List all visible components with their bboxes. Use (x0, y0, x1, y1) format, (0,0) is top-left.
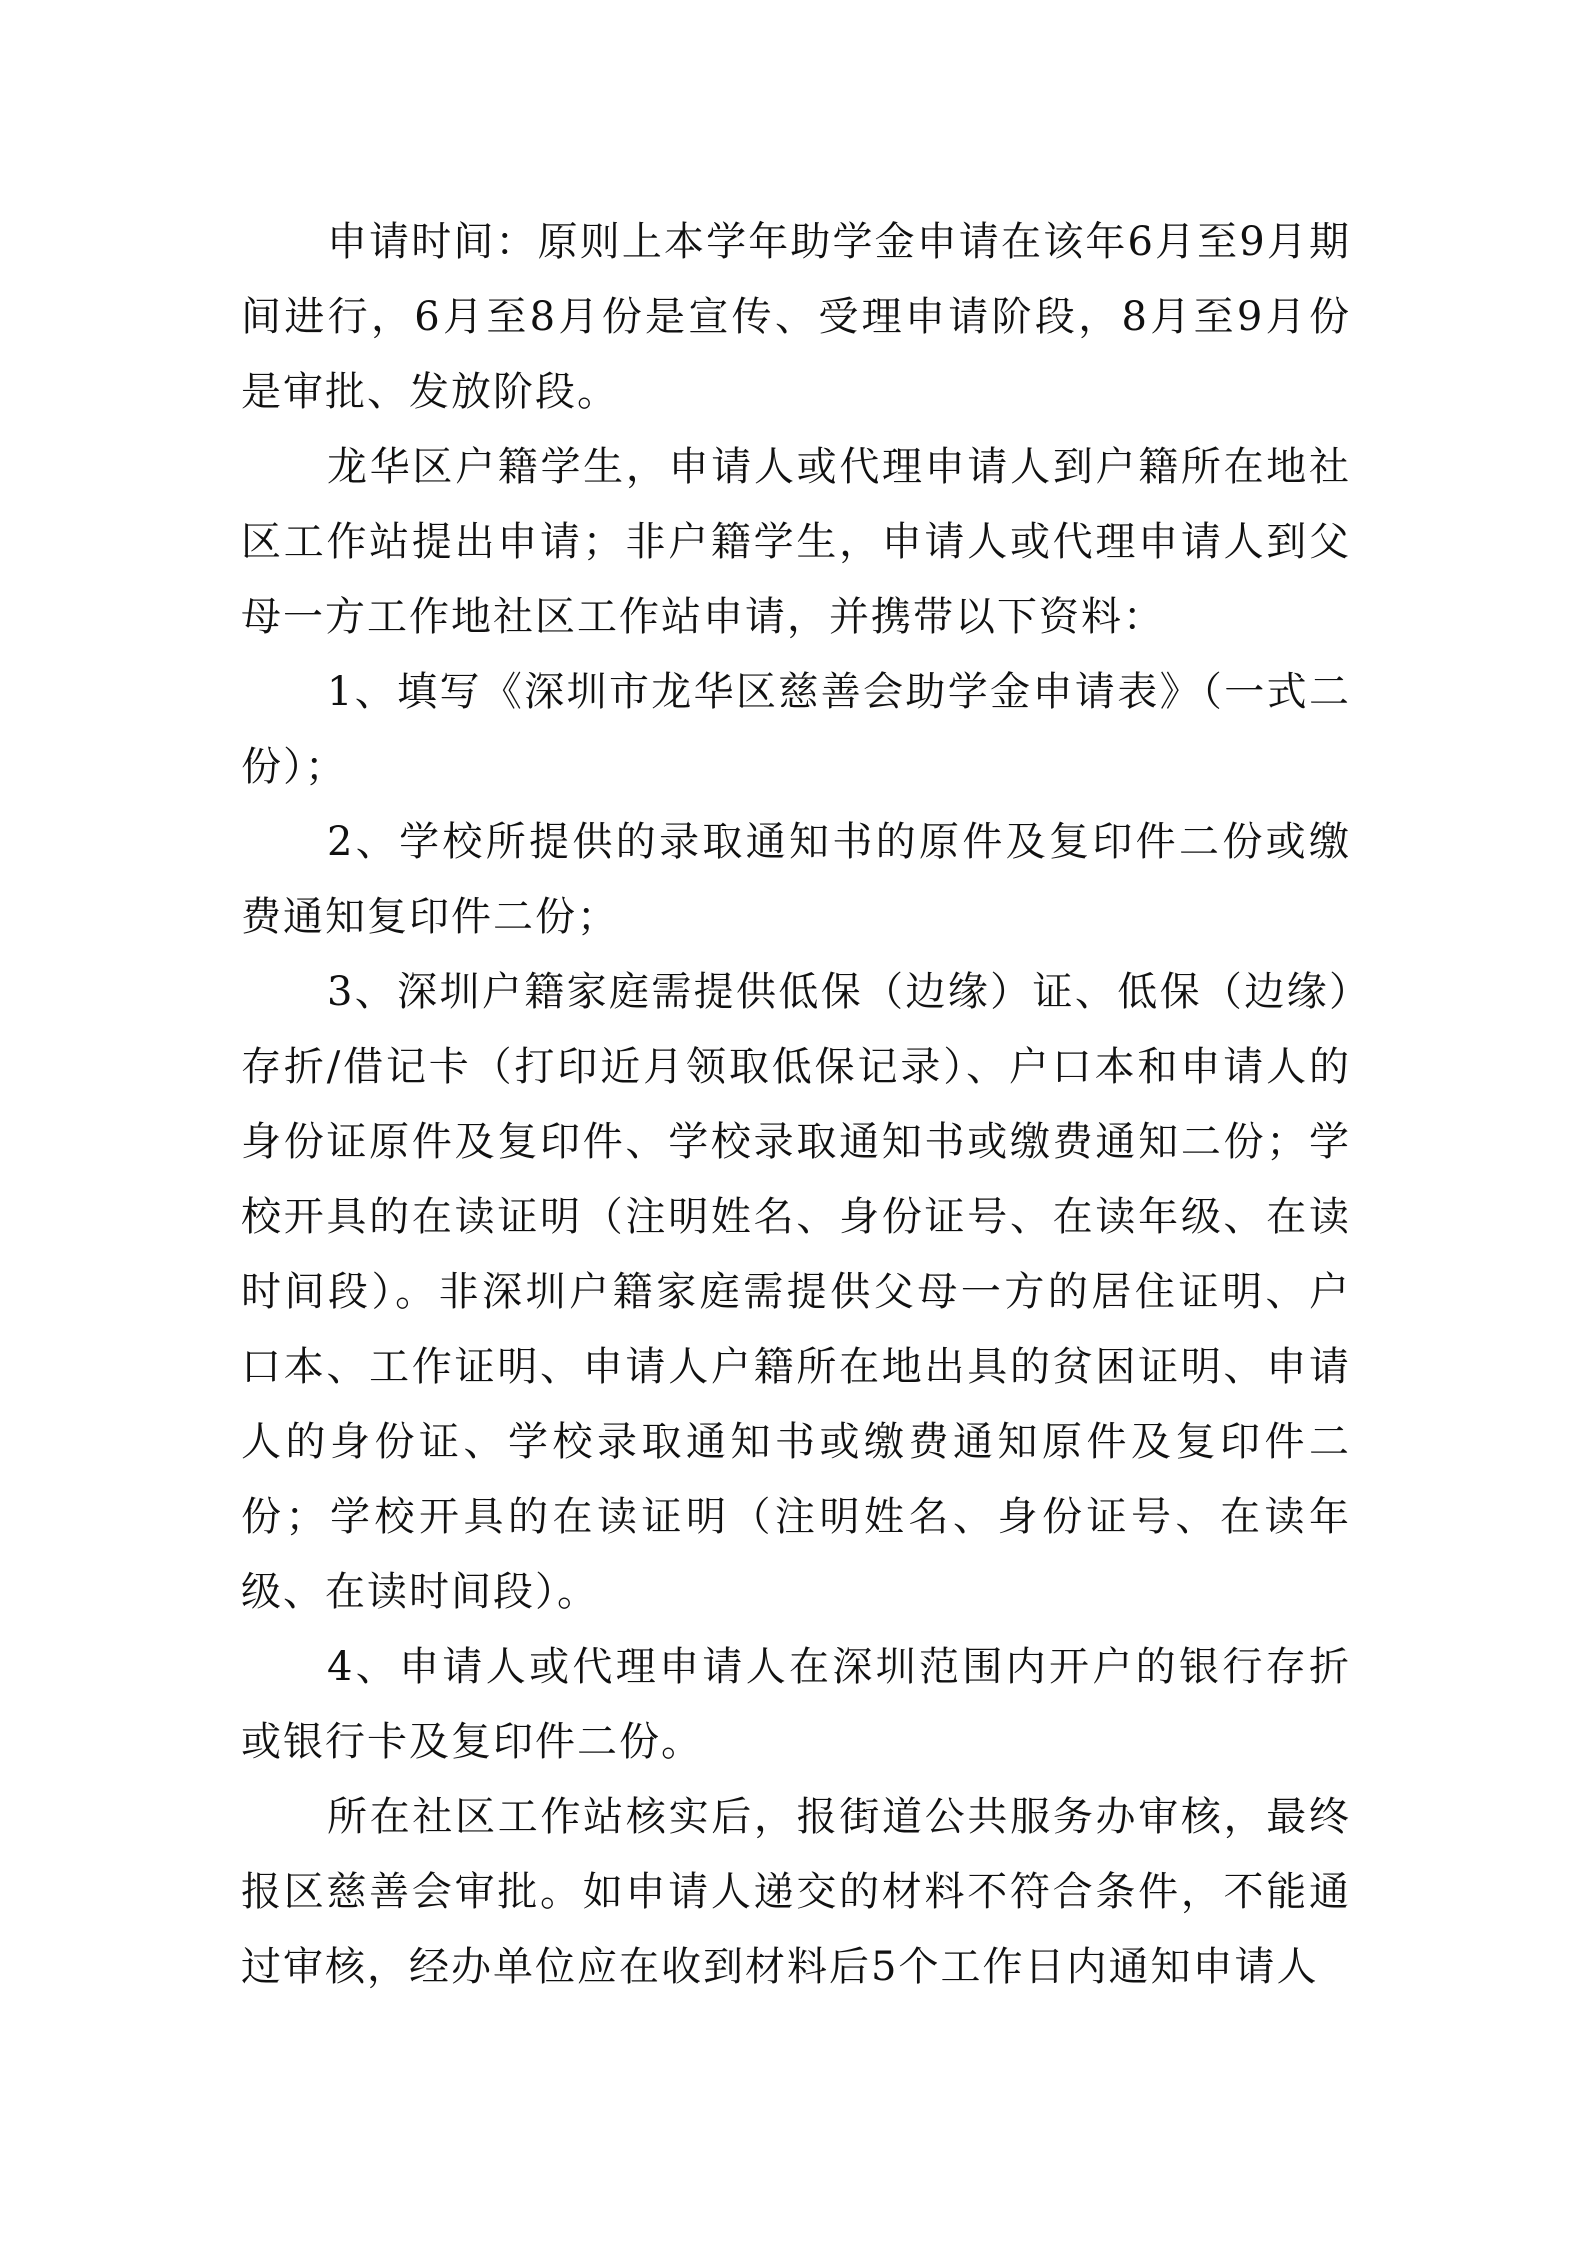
paragraph-item-3: 3、深圳户籍家庭需提供低保（边缘）证、低保（边缘）存折/借记卡（打印近月领取低保记录）、户口本和申请人的身份证原件及复印件、学校录取通知书或缴费通知二份；学校开具的在读证明（注明姓名、身份证号、在读年级、在读时间段）。非深圳户籍家庭需提供父母一方的居住证明、户口本、工作证明、申请人户籍所在地出具的贫困证明、申请人的身份证、学校录取通知书或缴费通知原件及复印件二份；学校开具的在读证明（注明姓名、身份证号、在读年级、在读时间段）。 (241, 969, 1351, 1615)
paragraph-application-time: 申请时间：原则上本学年助学金申请在该年6月至9月期间进行，6月至8月份是宣传、受理申请阶段，8月至9月份是审批、发放阶段。 (241, 219, 1351, 415)
paragraph-item-2: 2、学校所提供的录取通知书的原件及复印件二份或缴费通知复印件二份； (241, 819, 1351, 940)
paragraph-item-1: 1、填写《深圳市龙华区慈善会助学金申请表》（一式二份）； (241, 669, 1351, 790)
paragraph-item-4: 4、申请人或代理申请人在深圳范围内开户的银行存折或银行卡及复印件二份。 (241, 1644, 1351, 1765)
paragraph-where-to-apply: 龙华区户籍学生，申请人或代理申请人到户籍所在地社区工作站提出申请；非户籍学生，申请人或代理申请人到父母一方工作地社区工作站申请，并携带以下资料： (241, 444, 1351, 640)
paragraph-review-process: 所在社区工作站核实后，报街道公共服务办审核，最终报区慈善会审批。如申请人递交的材料不符合条件，不能通过审核，经办单位应在收到材料后5个工作日内通知申请人 (241, 1794, 1351, 1990)
document-body (241, 205, 1351, 2005)
